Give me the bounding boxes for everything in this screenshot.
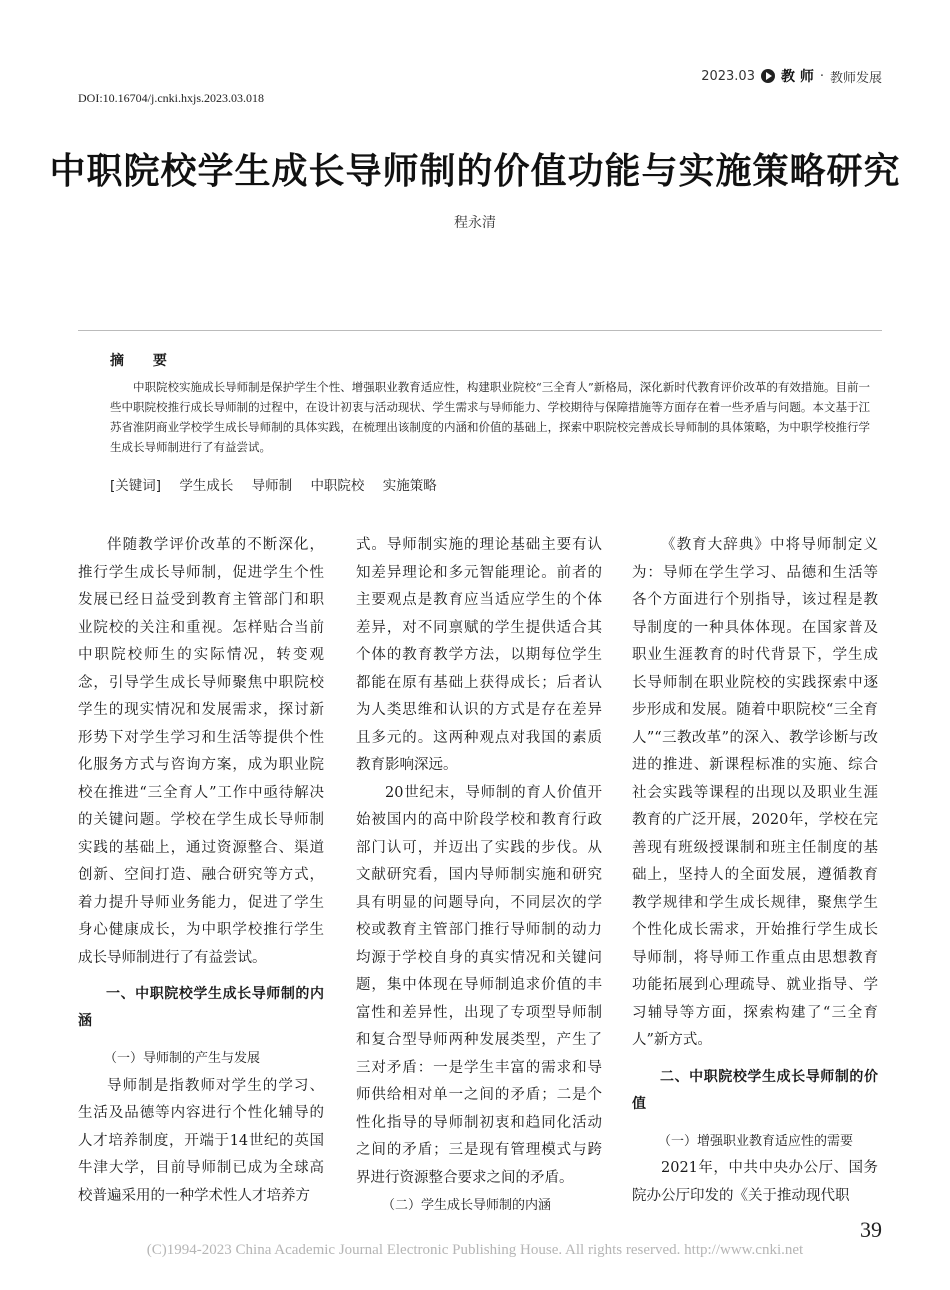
paragraph: 式。导师制实施的理论基础主要有认知差异理论和多元智能理论。前者的主要观点是教育应当适应学生的个体差异，对不同禀赋的学生提供适合其个体的教育教学方法，以期每位学生都能在原有基础上获得成长；后者认为人类思维和认识的方式是存在差异且多元的。这两种观点对我国的素质教育影响深远。 [356, 537, 602, 773]
page-number: 39 [860, 1217, 882, 1242]
issue-number: 2023.03 [701, 68, 755, 84]
paragraph: 《教育大辞典》中将导师制定义为：导师在学生学习、品德和生活等各个方面进行个别指导，该过程是教导制度的一种具体体现。在国家普及职业生涯教育的时代背景下，学生成长导师制在职业院校的实践探索中逐步形成和发展。随着中职院校“三全育人”“三教改革”的深入、教学诊断与改进的推进、新课程标准的实施、综合社会实践等课程的出现以及职业生涯教育的广泛开展，2020年，学校在完善现有班级授课制和班主任制度的基础上，坚持人的全面发展，遵循教育教学规律和学生成长规律，聚焦学生个性化成长需求，开始推行学生成长导师制，将导师工作重点由思想教育功能拓展到心理疏导、就业指导、学习辅导等方面，探索构建了“三全育人”新方式。 [632, 537, 878, 1048]
keywords [110, 474, 451, 494]
doi: DOI:10.16704/j.cnki.hxjs.2023.03.018 [78, 91, 264, 105]
paper-title: 中职院校学生成长导师制的价值功能与实施策略研究 [49, 151, 901, 192]
subsection-heading: （一）增强职业教育适应性的需要 [658, 1133, 854, 1149]
divider [78, 330, 882, 331]
play-circle-icon [761, 69, 775, 83]
keyword: 中职院校 [310, 478, 365, 494]
copyright-watermark: (C)1994-2023 China Academic Journal Electronic Publishing House. All rights reserved. http://www.cnki.net [146, 1242, 804, 1258]
journal-header [701, 66, 882, 86]
keyword: 导师制 [251, 478, 293, 494]
subsection-heading: （一）导师制的产生与发展 [104, 1051, 261, 1066]
paragraph: 导师制是指教师对学生的学习、生活及品德等内容进行个性化辅导的人才培养制度，开端于14世纪的英国牛津大学，目前导师制已成为全球高校普遍采用的一种学术性人才培养方 [78, 1077, 324, 1204]
keyword: 学生成长 [179, 478, 234, 494]
keywords-label: [关键词] [110, 478, 162, 494]
body-column-1 [78, 532, 324, 1210]
section-heading: 一、中职院校学生成长导师制的内涵 [78, 986, 324, 1029]
section-heading: 二、中职院校学生成长导师制的价值 [632, 1068, 878, 1112]
journal-brand: 教 师 [780, 69, 814, 85]
keyword: 实施策略 [382, 478, 437, 494]
paragraph: 2021年，中共中央办公厅、国务院办公厅印发的《关于推动现代职 [632, 1160, 878, 1204]
abstract-text: 中职院校实施成长导师制是保护学生个性、增强职业教育适应性，构建职业院校“三全育人”新格局，深化新时代教育评价改革的有效措施。目前一些中职院校推行成长导师制的过程中，在设计初衷与活动现状、学生需求与导师能力、学校期待与保障措施等方面存在着一些矛盾与问题。本文基于江苏省淮阴商业学校学生成长导师制的具体实践，在梳理出该制度的内涵和价值的基础上，探索中职院校完善成长导师制的具体策略，为中职学校推行学生成长导师制进行了有益尝试。 [110, 380, 870, 454]
journal-section: 教师发展 [829, 70, 882, 86]
paragraph: 20世纪末，导师制的育人价值开始被国内的高中阶段学校和教育行政部门认可，并迈出了实践的步伐。从文献研究看，国内导师制实施和研究具有明显的问题导向，不同层次的学校或教育主管部门推行导师制的动力均源于学校自身的真实情况和关键问题，集中体现在导师制追求价值的丰富性和差异性，出现了专项型导师制和复合型导师两种发展类型，产生了三对矛盾：一是学生丰富的需求和导师供给相对单一之间的矛盾；二是个性化指导的导师制初衷和趋同化活动之间的矛盾；三是现有管理模式与跨界进行资源整合要求之间的矛盾。 [356, 784, 602, 1186]
abstract-label: 摘 要 [110, 353, 179, 369]
body-column-3 [632, 532, 878, 1210]
body-column-2 [356, 532, 602, 1220]
subsection-heading: （二）学生成长导师制的内涵 [382, 1198, 552, 1213]
paragraph: 伴随教学评价改革的不断深化，推行学生成长导师制，促进学生个性发展已经日益受到教育主管部门和职业院校的关注和重视。怎样贴合当前中职院校师生的实际情况，转变观念，引导学生成长导师聚焦中职院校学生的现实情况和发展需求，探讨新形势下对学生学习和生活等提供个性化服务方式与咨询方案，成为职业院校在推进“三全育人”工作中亟待解决的关键问题。学校在学生成长导师制实践的基础上，通过资源整合、渠道创新、空间打造、融合研究等方式，着力提升导师业务能力，促进了学生身心健康成长，为中职学校推行学生成长导师制进行了有益尝试。 [78, 537, 324, 966]
header-separator: · [819, 68, 824, 84]
author: 程永清 [454, 215, 496, 231]
